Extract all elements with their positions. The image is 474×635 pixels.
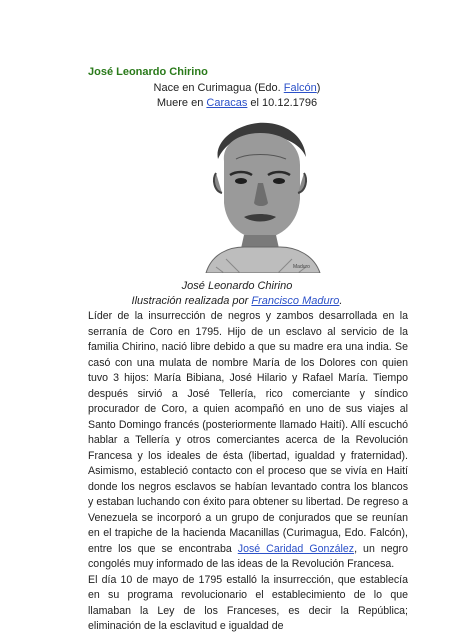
francisco-maduro-link[interactable]: Francisco Maduro	[251, 295, 340, 307]
death-line	[0, 97, 474, 109]
paragraph-1	[88, 309, 408, 573]
portrait-illustration	[196, 113, 326, 273]
caracas-link[interactable]: Caracas	[206, 97, 248, 109]
death-prefix: Muere en	[156, 97, 207, 109]
paragraph-2: El día 10 de mayo de 1795 estalló la insurrección, que establecía en su programa revolucionario el establecimiento de lo que llamaban la Ley de los Franceses, es decir la República; eliminación de la esclavitud e igualdad de	[88, 573, 408, 632]
portrait-signature: Maduro	[293, 264, 310, 270]
page-title: José Leonardo Chirino	[88, 66, 208, 78]
paragraph-1-text-a: Líder de la insurrección de negros y zambos desarrollada en la serranía de Coro en 1795. Hijo de un esclavo al servicio de la familia Chirino, nació libre debido a que su madre era una india. Se casó con una mulata de nombre María de los Dolores con quien tuvo 3 hijos: María Bibiana, José Hilario y Rafael María. Tiempo después sirvió a José Tellería, rico comerciante y síndico procurador de Coro, a quien acompañó en uno de sus viajes al Santo Domingo francés (posteriormente llamado Haití). Allí escuchó hablar a Tellería y otros comerciantes acerca de la Revolución Francesa y los ideales de ésta (libertad, igualdad y fraternidad). Asimismo, estableció contacto con el proceso que se vivía en Haití donde los negros esclavos se habían levantado contra los blancos y estaban luchando con éxito para obtener su libertad. De regreso a Venezuela se incorporó a un grupo de conjurados que se reunían en el trapiche de la hacienda Macanillas (Curimagua, Edo. Falcón), entre los que se encontraba	[88, 310, 408, 555]
birth-prefix: Nace en Curimagua (Edo.	[153, 82, 284, 94]
death-suffix: el 10.12.1796	[247, 97, 318, 109]
credit-suffix: .	[339, 295, 343, 307]
credit-prefix: Ilustración realizada por	[131, 295, 252, 307]
caption-credit	[0, 295, 474, 307]
jose-caridad-gonzalez-link[interactable]: José Caridad González	[237, 542, 355, 555]
article-body	[88, 309, 408, 635]
paragraph-1-text-b: , un negro congolés muy informado de las ideas de la Revolución Francesa.	[88, 542, 408, 570]
birth-line	[0, 82, 474, 94]
falcon-link[interactable]: Falcón	[283, 82, 317, 94]
caption-name: José Leonardo Chirino	[181, 280, 293, 292]
birth-suffix: )	[316, 82, 321, 94]
